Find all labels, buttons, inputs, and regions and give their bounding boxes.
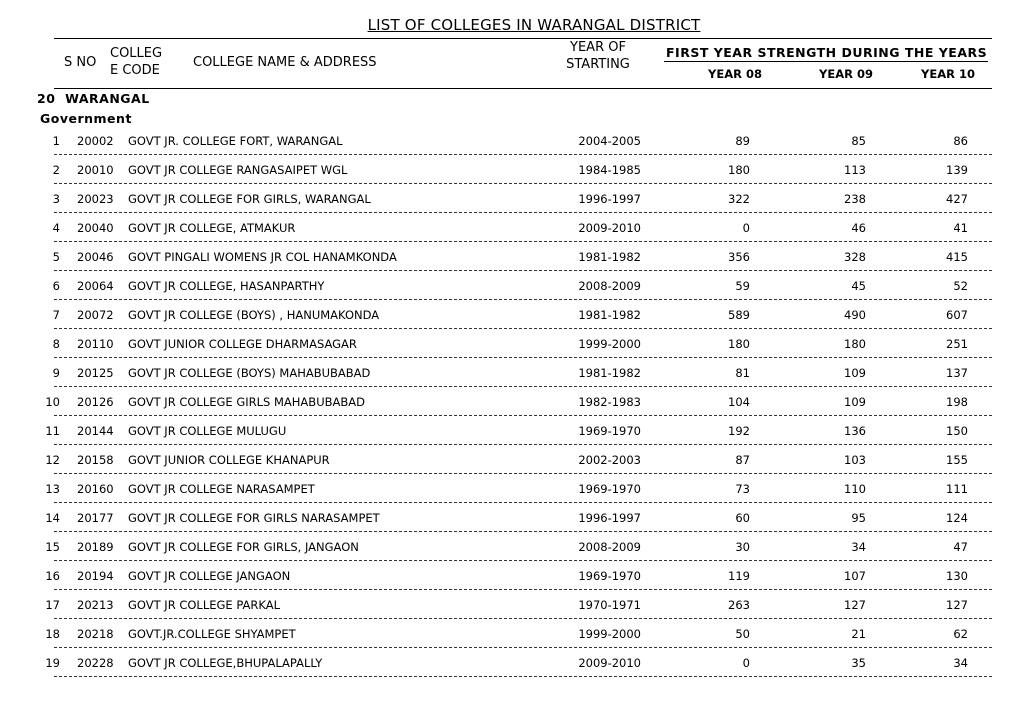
row-sno: 18 bbox=[45, 627, 60, 641]
row-year-of-starting: 2002-2003 bbox=[578, 453, 641, 467]
row-dotted-divider bbox=[54, 386, 992, 387]
row-strength-year-08: 87 bbox=[735, 453, 750, 467]
header-strength: FIRST YEAR STRENGTH DURING THE YEARS bbox=[666, 45, 988, 60]
header-code bbox=[110, 45, 162, 79]
row-strength-year-10: 415 bbox=[946, 250, 968, 264]
row-sno: 13 bbox=[45, 482, 60, 496]
row-year-of-starting: 1981-1982 bbox=[578, 308, 641, 322]
row-year-of-starting: 1970-1971 bbox=[578, 598, 641, 612]
row-college-name: GOVT JUNIOR COLLEGE DHARMASAGAR bbox=[128, 337, 357, 351]
row-strength-year-10: 127 bbox=[946, 598, 968, 612]
table-row bbox=[0, 478, 1016, 507]
row-strength-year-09: 85 bbox=[851, 134, 866, 148]
table-row bbox=[0, 246, 1016, 275]
row-sno: 19 bbox=[45, 656, 60, 670]
row-sno: 9 bbox=[52, 366, 60, 380]
row-dotted-divider bbox=[54, 299, 992, 300]
table-row bbox=[0, 333, 1016, 362]
row-strength-year-08: 180 bbox=[728, 337, 750, 351]
row-year-of-starting: 2008-2009 bbox=[578, 279, 641, 293]
header-sno: S NO bbox=[64, 55, 97, 70]
row-strength-year-09: 45 bbox=[851, 279, 866, 293]
row-strength-year-10: 150 bbox=[946, 424, 968, 438]
row-strength-year-09: 328 bbox=[844, 250, 866, 264]
row-dotted-divider bbox=[54, 241, 992, 242]
row-year-of-starting: 1999-2000 bbox=[578, 627, 641, 641]
row-dotted-divider bbox=[54, 270, 992, 271]
row-strength-year-10: 198 bbox=[946, 395, 968, 409]
row-strength-year-10: 124 bbox=[946, 511, 968, 525]
row-sno: 10 bbox=[45, 395, 60, 409]
row-strength-year-10: 52 bbox=[953, 279, 968, 293]
table-row bbox=[0, 362, 1016, 391]
row-sno: 1 bbox=[52, 134, 60, 148]
row-dotted-divider bbox=[54, 183, 992, 184]
row-college-name: GOVT JR COLLEGE (BOYS) , HANUMAKONDA bbox=[128, 308, 380, 322]
row-college-name: GOVT JR COLLEGE, ATMAKUR bbox=[128, 221, 296, 235]
row-dotted-divider bbox=[54, 328, 992, 329]
table-row bbox=[0, 565, 1016, 594]
row-college-code: 20010 bbox=[77, 163, 114, 177]
row-strength-year-09: 136 bbox=[844, 424, 866, 438]
row-strength-year-10: 47 bbox=[953, 540, 968, 554]
row-strength-year-09: 103 bbox=[844, 453, 866, 467]
row-strength-year-08: 589 bbox=[728, 308, 750, 322]
row-dotted-divider bbox=[54, 589, 992, 590]
table-row bbox=[0, 449, 1016, 478]
row-sno: 5 bbox=[52, 250, 60, 264]
row-strength-year-09: 490 bbox=[844, 308, 866, 322]
row-dotted-divider bbox=[54, 444, 992, 445]
row-strength-year-08: 0 bbox=[742, 221, 750, 235]
row-college-name: GOVT JUNIOR COLLEGE KHANAPUR bbox=[128, 453, 330, 467]
row-strength-year-08: 81 bbox=[735, 366, 750, 380]
row-college-name: GOVT.JR.COLLEGE SHYAMPET bbox=[128, 627, 296, 641]
row-strength-year-09: 107 bbox=[844, 569, 866, 583]
row-dotted-divider bbox=[54, 473, 992, 474]
header-bottom-rule bbox=[54, 88, 992, 89]
row-college-name: GOVT JR COLLEGE MULUGU bbox=[128, 424, 287, 438]
row-college-code: 20218 bbox=[77, 627, 114, 641]
header-top-rule bbox=[54, 38, 992, 39]
row-sno: 3 bbox=[52, 192, 60, 206]
table-row bbox=[0, 536, 1016, 565]
row-strength-year-09: 113 bbox=[844, 163, 866, 177]
row-college-code: 20126 bbox=[77, 395, 114, 409]
table-row bbox=[0, 275, 1016, 304]
category-heading: Government bbox=[40, 111, 132, 126]
row-strength-year-08: 30 bbox=[735, 540, 750, 554]
row-college-name: GOVT JR. COLLEGE FORT, WARANGAL bbox=[128, 134, 343, 148]
row-year-of-starting: 2009-2010 bbox=[578, 656, 641, 670]
row-college-code: 20040 bbox=[77, 221, 114, 235]
row-strength-year-09: 180 bbox=[844, 337, 866, 351]
row-college-code: 20213 bbox=[77, 598, 114, 612]
row-strength-year-08: 59 bbox=[735, 279, 750, 293]
row-college-code: 20194 bbox=[77, 569, 114, 583]
row-college-code: 20144 bbox=[77, 424, 114, 438]
row-dotted-divider bbox=[54, 618, 992, 619]
row-strength-year-10: 137 bbox=[946, 366, 968, 380]
row-strength-year-09: 46 bbox=[851, 221, 866, 235]
row-college-name: GOVT JR COLLEGE, HASANPARTHY bbox=[128, 279, 325, 293]
row-college-code: 20177 bbox=[77, 511, 114, 525]
row-sno: 4 bbox=[52, 221, 60, 235]
row-sno: 17 bbox=[45, 598, 60, 612]
row-college-name: GOVT JR COLLEGE GIRLS MAHABUBABAD bbox=[128, 395, 365, 409]
table-row bbox=[0, 623, 1016, 652]
row-strength-year-08: 119 bbox=[728, 569, 750, 583]
header-year-08: YEAR 08 bbox=[708, 67, 762, 81]
row-strength-year-10: 41 bbox=[953, 221, 968, 235]
header-year-10: YEAR 10 bbox=[921, 67, 975, 81]
row-strength-year-09: 109 bbox=[844, 395, 866, 409]
row-year-of-starting: 1969-1970 bbox=[578, 424, 641, 438]
row-college-name: GOVT JR COLLEGE NARASAMPET bbox=[128, 482, 315, 496]
header-year-line1: YEAR OF bbox=[570, 40, 626, 55]
row-sno: 15 bbox=[45, 540, 60, 554]
row-college-code: 20189 bbox=[77, 540, 114, 554]
row-strength-year-08: 89 bbox=[735, 134, 750, 148]
header-code-line2: E CODE bbox=[110, 63, 160, 78]
row-sno: 6 bbox=[52, 279, 60, 293]
row-strength-year-10: 155 bbox=[946, 453, 968, 467]
row-college-name: GOVT PINGALI WOMENS JR COL HANAMKONDA bbox=[128, 250, 397, 264]
row-sno: 12 bbox=[45, 453, 60, 467]
row-strength-year-10: 111 bbox=[946, 482, 968, 496]
row-college-name: GOVT JR COLLEGE,BHUPALAPALLY bbox=[128, 656, 323, 670]
row-college-code: 20072 bbox=[77, 308, 114, 322]
row-college-code: 20046 bbox=[77, 250, 114, 264]
row-dotted-divider bbox=[54, 676, 992, 677]
row-college-code: 20228 bbox=[77, 656, 114, 670]
table-row bbox=[0, 391, 1016, 420]
row-strength-year-08: 322 bbox=[728, 192, 750, 206]
row-strength-year-08: 60 bbox=[735, 511, 750, 525]
row-strength-year-10: 139 bbox=[946, 163, 968, 177]
row-strength-year-08: 263 bbox=[728, 598, 750, 612]
row-strength-year-09: 35 bbox=[851, 656, 866, 670]
header-year bbox=[548, 39, 648, 73]
row-strength-year-08: 192 bbox=[728, 424, 750, 438]
row-strength-year-10: 130 bbox=[946, 569, 968, 583]
row-strength-year-08: 0 bbox=[742, 656, 750, 670]
row-year-of-starting: 1969-1970 bbox=[578, 482, 641, 496]
row-strength-year-09: 127 bbox=[844, 598, 866, 612]
row-year-of-starting: 2008-2009 bbox=[578, 540, 641, 554]
row-strength-year-10: 34 bbox=[953, 656, 968, 670]
row-strength-year-09: 95 bbox=[851, 511, 866, 525]
row-sno: 8 bbox=[52, 337, 60, 351]
row-strength-year-09: 110 bbox=[844, 482, 866, 496]
district-number: 20 bbox=[37, 91, 56, 106]
district-name: WARANGAL bbox=[65, 91, 150, 106]
row-strength-year-09: 21 bbox=[851, 627, 866, 641]
row-college-name: GOVT JR COLLEGE (BOYS) MAHABUBABAD bbox=[128, 366, 371, 380]
table-row bbox=[0, 594, 1016, 623]
row-college-code: 20160 bbox=[77, 482, 114, 496]
row-dotted-divider bbox=[54, 560, 992, 561]
row-college-code: 20158 bbox=[77, 453, 114, 467]
header-year-09: YEAR 09 bbox=[819, 67, 873, 81]
row-year-of-starting: 2009-2010 bbox=[578, 221, 641, 235]
row-dotted-divider bbox=[54, 531, 992, 532]
district-heading bbox=[37, 91, 150, 106]
table-row bbox=[0, 652, 1016, 681]
row-year-of-starting: 1981-1982 bbox=[578, 250, 641, 264]
row-strength-year-08: 104 bbox=[728, 395, 750, 409]
row-strength-year-08: 73 bbox=[735, 482, 750, 496]
header-strength-underline bbox=[664, 61, 988, 62]
row-strength-year-08: 356 bbox=[728, 250, 750, 264]
row-year-of-starting: 1981-1982 bbox=[578, 366, 641, 380]
header-name: COLLEGE NAME & ADDRESS bbox=[193, 55, 377, 70]
table-row bbox=[0, 130, 1016, 159]
row-sno: 11 bbox=[45, 424, 60, 438]
row-year-of-starting: 2004-2005 bbox=[578, 134, 641, 148]
table-row bbox=[0, 188, 1016, 217]
row-year-of-starting: 1969-1970 bbox=[578, 569, 641, 583]
row-college-code: 20110 bbox=[77, 337, 114, 351]
table-row bbox=[0, 304, 1016, 333]
row-college-code: 20125 bbox=[77, 366, 114, 380]
row-year-of-starting: 1996-1997 bbox=[578, 192, 641, 206]
table-row bbox=[0, 507, 1016, 536]
row-college-code: 20064 bbox=[77, 279, 114, 293]
row-college-name: GOVT JR COLLEGE FOR GIRLS NARASAMPET bbox=[128, 511, 380, 525]
row-strength-year-08: 50 bbox=[735, 627, 750, 641]
row-sno: 7 bbox=[52, 308, 60, 322]
row-strength-year-09: 109 bbox=[844, 366, 866, 380]
row-college-code: 20002 bbox=[77, 134, 114, 148]
row-strength-year-10: 62 bbox=[953, 627, 968, 641]
table-row bbox=[0, 420, 1016, 449]
row-dotted-divider bbox=[54, 357, 992, 358]
row-dotted-divider bbox=[54, 647, 992, 648]
row-year-of-starting: 1996-1997 bbox=[578, 511, 641, 525]
row-college-name: GOVT JR COLLEGE FOR GIRLS, JANGAON bbox=[128, 540, 359, 554]
row-dotted-divider bbox=[54, 212, 992, 213]
row-strength-year-09: 238 bbox=[844, 192, 866, 206]
header-year-line2: STARTING bbox=[566, 57, 630, 72]
row-college-name: GOVT JR COLLEGE FOR GIRLS, WARANGAL bbox=[128, 192, 371, 206]
row-college-name: GOVT JR COLLEGE JANGAON bbox=[128, 569, 291, 583]
row-year-of-starting: 1984-1985 bbox=[578, 163, 641, 177]
row-strength-year-10: 607 bbox=[946, 308, 968, 322]
row-strength-year-09: 34 bbox=[851, 540, 866, 554]
row-dotted-divider bbox=[54, 415, 992, 416]
page-title: LIST OF COLLEGES IN WARANGAL DISTRICT bbox=[367, 16, 701, 34]
header-code-line1: COLLEG bbox=[110, 46, 163, 61]
row-strength-year-10: 251 bbox=[946, 337, 968, 351]
row-strength-year-08: 180 bbox=[728, 163, 750, 177]
row-strength-year-10: 86 bbox=[953, 134, 968, 148]
row-strength-year-10: 427 bbox=[946, 192, 968, 206]
row-year-of-starting: 1999-2000 bbox=[578, 337, 641, 351]
row-sno: 16 bbox=[45, 569, 60, 583]
row-college-name: GOVT JR COLLEGE PARKAL bbox=[128, 598, 281, 612]
table-row bbox=[0, 217, 1016, 246]
row-dotted-divider bbox=[54, 502, 992, 503]
row-year-of-starting: 1982-1983 bbox=[578, 395, 641, 409]
row-sno: 2 bbox=[52, 163, 60, 177]
row-dotted-divider bbox=[54, 154, 992, 155]
row-college-code: 20023 bbox=[77, 192, 114, 206]
row-sno: 14 bbox=[45, 511, 60, 525]
row-college-name: GOVT JR COLLEGE RANGASAIPET WGL bbox=[128, 163, 348, 177]
table-row bbox=[0, 159, 1016, 188]
